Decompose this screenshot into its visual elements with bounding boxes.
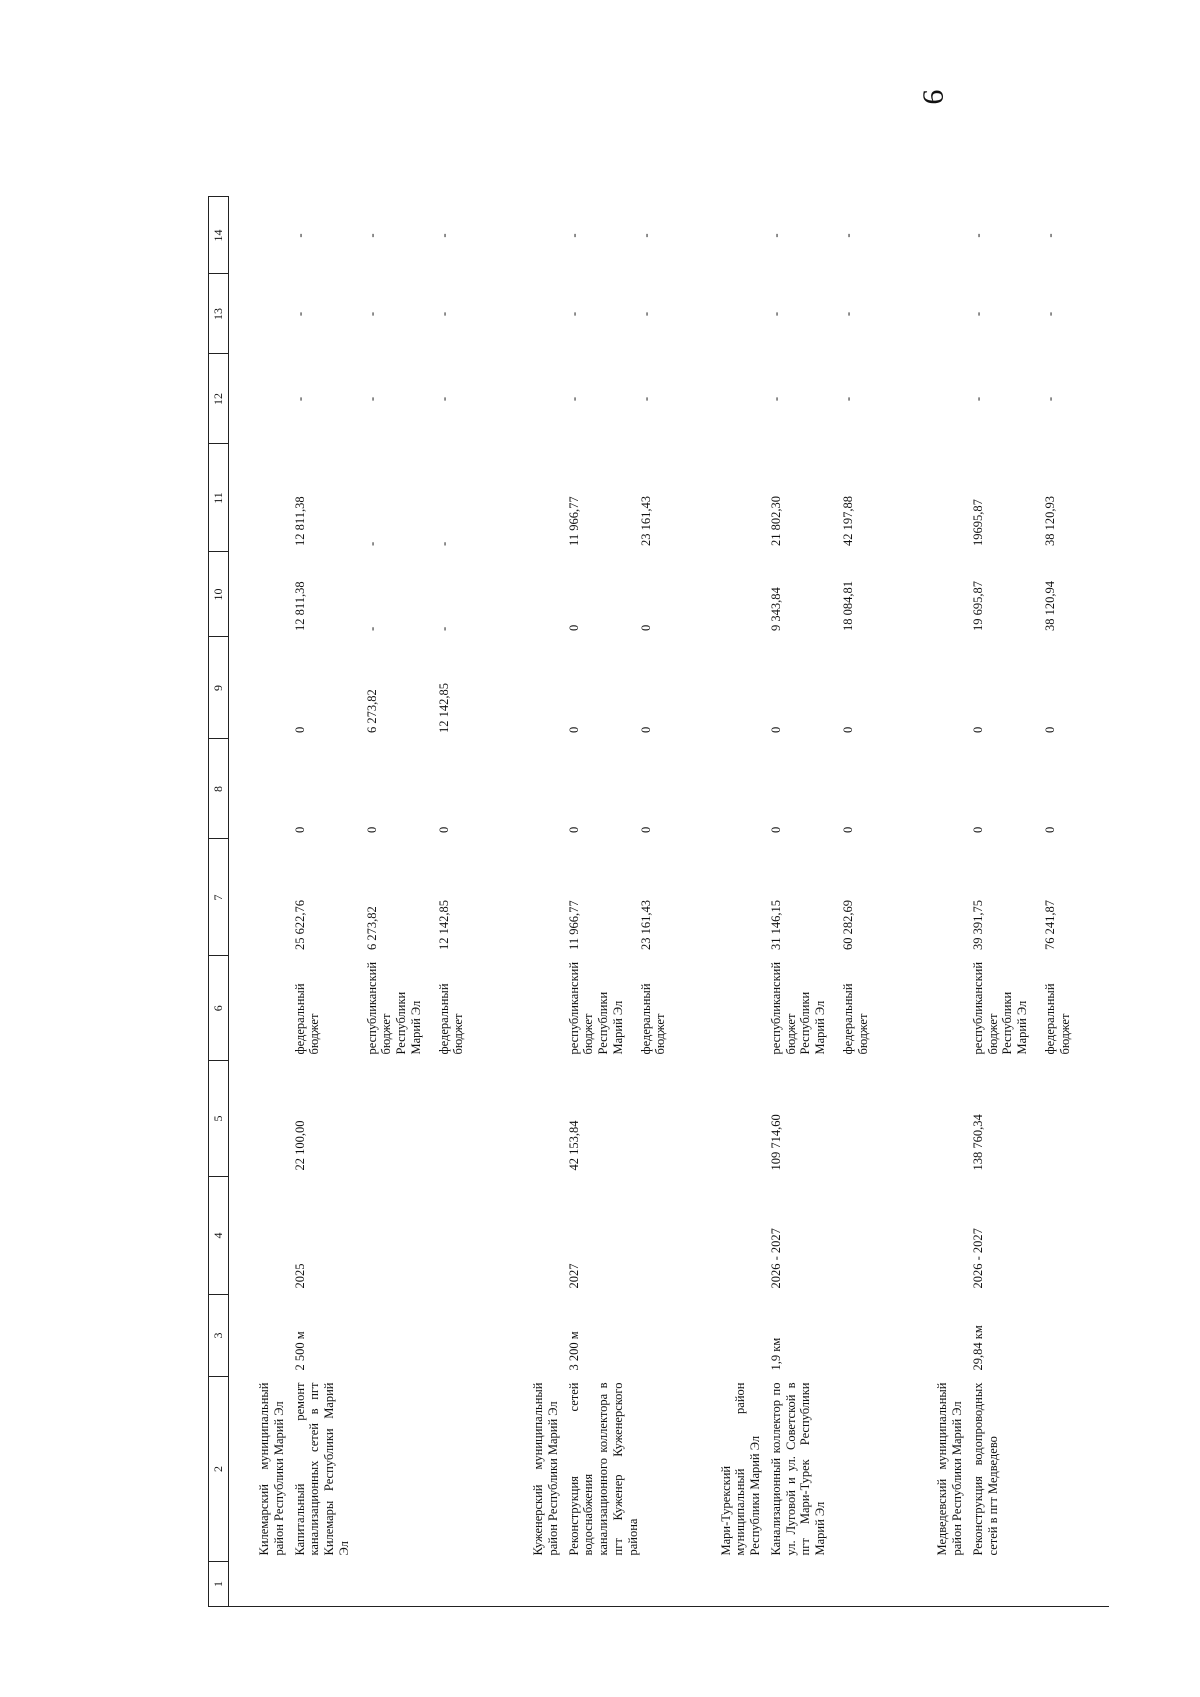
number-cell [633, 1562, 705, 1607]
value-cell: - [364, 233, 379, 238]
value-cell: 0 [1042, 726, 1057, 733]
empty-cell [229, 444, 287, 552]
value-cell: - [566, 311, 581, 317]
value-cell: - [364, 396, 379, 402]
value-cell: - [364, 311, 379, 317]
value-cell: 76 241,87 [1042, 899, 1057, 950]
value-cell: - [292, 396, 307, 402]
empty-cell [503, 739, 561, 839]
value-cell: - [638, 233, 653, 238]
capacity-cell: 29,84 км [970, 1325, 985, 1371]
value-cell: 38 120,93 [1042, 495, 1057, 546]
value-cell: - [364, 541, 379, 546]
header-cell: 6 [209, 956, 229, 1061]
number-cell [965, 1562, 1037, 1607]
table-row [763, 197, 835, 1607]
value-cell: - [638, 311, 653, 317]
period-cell: 2025 [292, 1263, 307, 1289]
header-cell: 9 [209, 637, 229, 739]
value-cell: - [970, 233, 985, 238]
table-row [561, 197, 633, 1607]
empty-cell [229, 956, 287, 1061]
funding-source: федеральный бюджет [840, 983, 870, 1055]
value-cell: 0 [1042, 826, 1057, 833]
capacity-cell: 2 500 м [292, 1331, 307, 1371]
section-title: Куженерский муниципальный район Республики Марий Эл [531, 1382, 560, 1556]
empty-cell [907, 1295, 965, 1377]
empty-cell [705, 197, 763, 274]
empty-cell [503, 197, 561, 274]
empty-cell [907, 1177, 965, 1295]
empty-cell [705, 354, 763, 444]
empty-cell [705, 739, 763, 839]
cost-cell: 138 760,34 [970, 1114, 985, 1171]
section-row [705, 197, 763, 1607]
header-cell: 4 [209, 1177, 229, 1295]
empty-cell [705, 552, 763, 637]
value-cell: 23 161,43 [638, 495, 653, 546]
empty-cell [229, 1295, 287, 1377]
value-cell: 38 120,94 [1042, 580, 1057, 631]
value-cell: 18 084,81 [840, 580, 855, 631]
value-cell: 12 811,38 [292, 496, 307, 546]
number-cell [763, 1562, 835, 1607]
value-cell: - [1042, 233, 1057, 238]
value-cell: - [638, 396, 653, 402]
section-row [503, 197, 561, 1607]
cost-cell: 109 714,60 [768, 1114, 783, 1171]
empty-cell [503, 274, 561, 354]
period-cell: 2026 - 2027 [970, 1228, 985, 1289]
empty-cell [229, 839, 287, 956]
section-row [229, 197, 287, 1607]
empty-cell [907, 274, 965, 354]
value-cell: - [1042, 311, 1057, 317]
funding-source: федеральный бюджет [292, 983, 322, 1055]
funding-source: федеральный бюджет [638, 983, 668, 1055]
header-cell: 13 [209, 274, 229, 354]
empty-cell [229, 1177, 287, 1295]
empty-cell [907, 444, 965, 552]
funding-source: республиканский бюджет Республики Марий Эл [364, 961, 423, 1055]
empty-cell [503, 637, 561, 739]
capacity-cell: 1,9 км [768, 1337, 783, 1371]
value-cell: 25 622,76 [292, 899, 307, 950]
value-cell: - [436, 541, 451, 546]
value-cell: - [364, 626, 379, 631]
value-cell: 19 695,87 [970, 580, 985, 631]
value-cell: - [970, 396, 985, 402]
value-cell: 0 [768, 826, 783, 833]
header-cell: 3 [209, 1295, 229, 1377]
value-cell: 0 [566, 624, 581, 631]
number-cell [287, 1562, 359, 1607]
empty-cell [907, 637, 965, 739]
funding-source: федеральный бюджет [1042, 983, 1072, 1055]
value-cell: 0 [638, 826, 653, 833]
empty-cell [503, 1295, 561, 1377]
value-cell: 11 966,77 [566, 900, 581, 950]
value-cell: 0 [840, 726, 855, 733]
value-cell: 0 [970, 826, 985, 833]
table-row [287, 197, 359, 1607]
header-cell: 7 [209, 839, 229, 956]
cost-cell: 42 153,84 [566, 1120, 581, 1171]
cost-cell: 22 100,00 [292, 1120, 307, 1171]
capacity-cell: 3 200 м [566, 1331, 581, 1371]
empty-cell [229, 354, 287, 444]
header-cell: 1 [209, 1562, 229, 1607]
header-cell: 2 [209, 1377, 229, 1562]
value-cell: 19695,87 [970, 499, 985, 546]
value-cell: - [436, 311, 451, 317]
value-cell: 60 282,69 [840, 899, 855, 950]
value-cell: - [1042, 396, 1057, 402]
funding-source: республиканский бюджет Республики Марий Эл [970, 961, 1029, 1055]
empty-cell [705, 1061, 763, 1177]
empty-cell [503, 552, 561, 637]
number-cell [907, 1562, 965, 1607]
value-cell: 0 [638, 624, 653, 631]
value-cell: 9 343,84 [768, 587, 783, 631]
value-cell: 0 [566, 826, 581, 833]
empty-cell [705, 637, 763, 739]
empty-cell [503, 1177, 561, 1295]
value-cell: - [970, 311, 985, 317]
empty-cell [907, 739, 965, 839]
empty-cell [705, 274, 763, 354]
value-cell: 0 [768, 726, 783, 733]
empty-cell [907, 839, 965, 956]
value-cell: 12 142,85 [436, 899, 451, 950]
value-cell: - [566, 396, 581, 402]
number-cell [359, 1562, 431, 1607]
funding-source: республиканский бюджет Республики Марий Эл [768, 961, 827, 1055]
value-cell: 11 966,77 [566, 496, 581, 546]
empty-cell [907, 354, 965, 444]
section-title: Мари-Турекский муниципальный район Республики Марий Эл [718, 1382, 762, 1556]
header-cell: 12 [209, 354, 229, 444]
empty-cell [503, 839, 561, 956]
empty-cell [705, 1177, 763, 1295]
value-cell: - [768, 233, 783, 238]
funding-source: федеральный бюджет [436, 983, 466, 1055]
value-cell: 0 [638, 726, 653, 733]
section-title: Медведевский муниципальный район Республики Марий Эл [935, 1382, 964, 1556]
empty-cell [229, 274, 287, 354]
value-cell: 6 273,82 [364, 906, 379, 950]
value-cell: - [768, 311, 783, 317]
number-cell [1037, 1562, 1109, 1607]
value-cell: - [566, 233, 581, 238]
number-cell [503, 1562, 561, 1607]
object-name: Реконструкция водопроводных сетей в пгт Медведево [970, 1382, 1000, 1556]
value-cell: - [292, 311, 307, 317]
value-cell: - [436, 233, 451, 238]
value-cell: 6 273,82 [364, 689, 379, 733]
number-cell [229, 1562, 287, 1607]
value-cell: 31 146,15 [768, 899, 783, 950]
header-cell: 10 [209, 552, 229, 637]
number-cell [705, 1562, 763, 1607]
header-cell: 11 [209, 444, 229, 552]
value-cell: 0 [436, 826, 451, 833]
value-cell: 12 142,85 [436, 682, 451, 733]
page-number: 9 [916, 89, 950, 105]
empty-cell [229, 197, 287, 274]
value-cell: - [436, 396, 451, 402]
empty-cell [907, 956, 965, 1061]
empty-cell [705, 1295, 763, 1377]
empty-cell [229, 1061, 287, 1177]
value-cell: 0 [840, 826, 855, 833]
header-cell: 8 [209, 739, 229, 839]
period-cell: 2027 [566, 1263, 581, 1289]
empty-cell [503, 444, 561, 552]
value-cell: 0 [292, 726, 307, 733]
empty-cell [229, 637, 287, 739]
funding-source: республиканский бюджет Республики Марий Эл [566, 961, 625, 1055]
value-cell: 42 197,88 [840, 495, 855, 546]
value-cell: 23 161,43 [638, 899, 653, 950]
value-cell: 0 [292, 826, 307, 833]
object-name: Капитальный ремонт канализационных сетей в пгт Килемары Республики Марий Эл [292, 1382, 351, 1556]
value-cell: 0 [364, 826, 379, 833]
table-body [229, 197, 1109, 1607]
value-cell: 0 [970, 726, 985, 733]
value-cell: 0 [566, 726, 581, 733]
value-cell: - [840, 233, 855, 238]
number-cell [835, 1562, 907, 1607]
empty-cell [705, 444, 763, 552]
object-name: Реконструкция сетей водоснабжения канализационного коллектора в пгт Куженер Куженерского района [566, 1382, 640, 1556]
section-row [907, 197, 965, 1607]
value-cell: 21 802,30 [768, 495, 783, 546]
period-cell: 2026 - 2027 [768, 1228, 783, 1289]
header-row [209, 197, 229, 1607]
empty-cell [705, 956, 763, 1061]
empty-cell [907, 197, 965, 274]
empty-cell [907, 1061, 965, 1177]
empty-cell [907, 552, 965, 637]
value-cell: 12 811,38 [292, 581, 307, 631]
value-cell: - [840, 311, 855, 317]
header-cell: 5 [209, 1061, 229, 1177]
program-table [208, 196, 1109, 1607]
number-cell [561, 1562, 633, 1607]
header-cell: 14 [209, 197, 229, 274]
object-name: Канализационный коллектор по ул. Луговой и ул. Советской в пгт Мари-Турек Республики Марий Эл [768, 1382, 827, 1556]
empty-cell [503, 956, 561, 1061]
empty-cell [229, 739, 287, 839]
number-cell [431, 1562, 503, 1607]
empty-cell [503, 354, 561, 444]
value-cell: 39 391,75 [970, 899, 985, 950]
section-title: Килемарский муниципальный район Республики Марий Эл [257, 1382, 286, 1556]
empty-cell [503, 1061, 561, 1177]
empty-cell [705, 839, 763, 956]
value-cell: - [840, 396, 855, 402]
table-row [965, 197, 1037, 1607]
value-cell: - [436, 626, 451, 631]
value-cell: - [768, 396, 783, 402]
value-cell: - [292, 233, 307, 238]
empty-cell [229, 552, 287, 637]
